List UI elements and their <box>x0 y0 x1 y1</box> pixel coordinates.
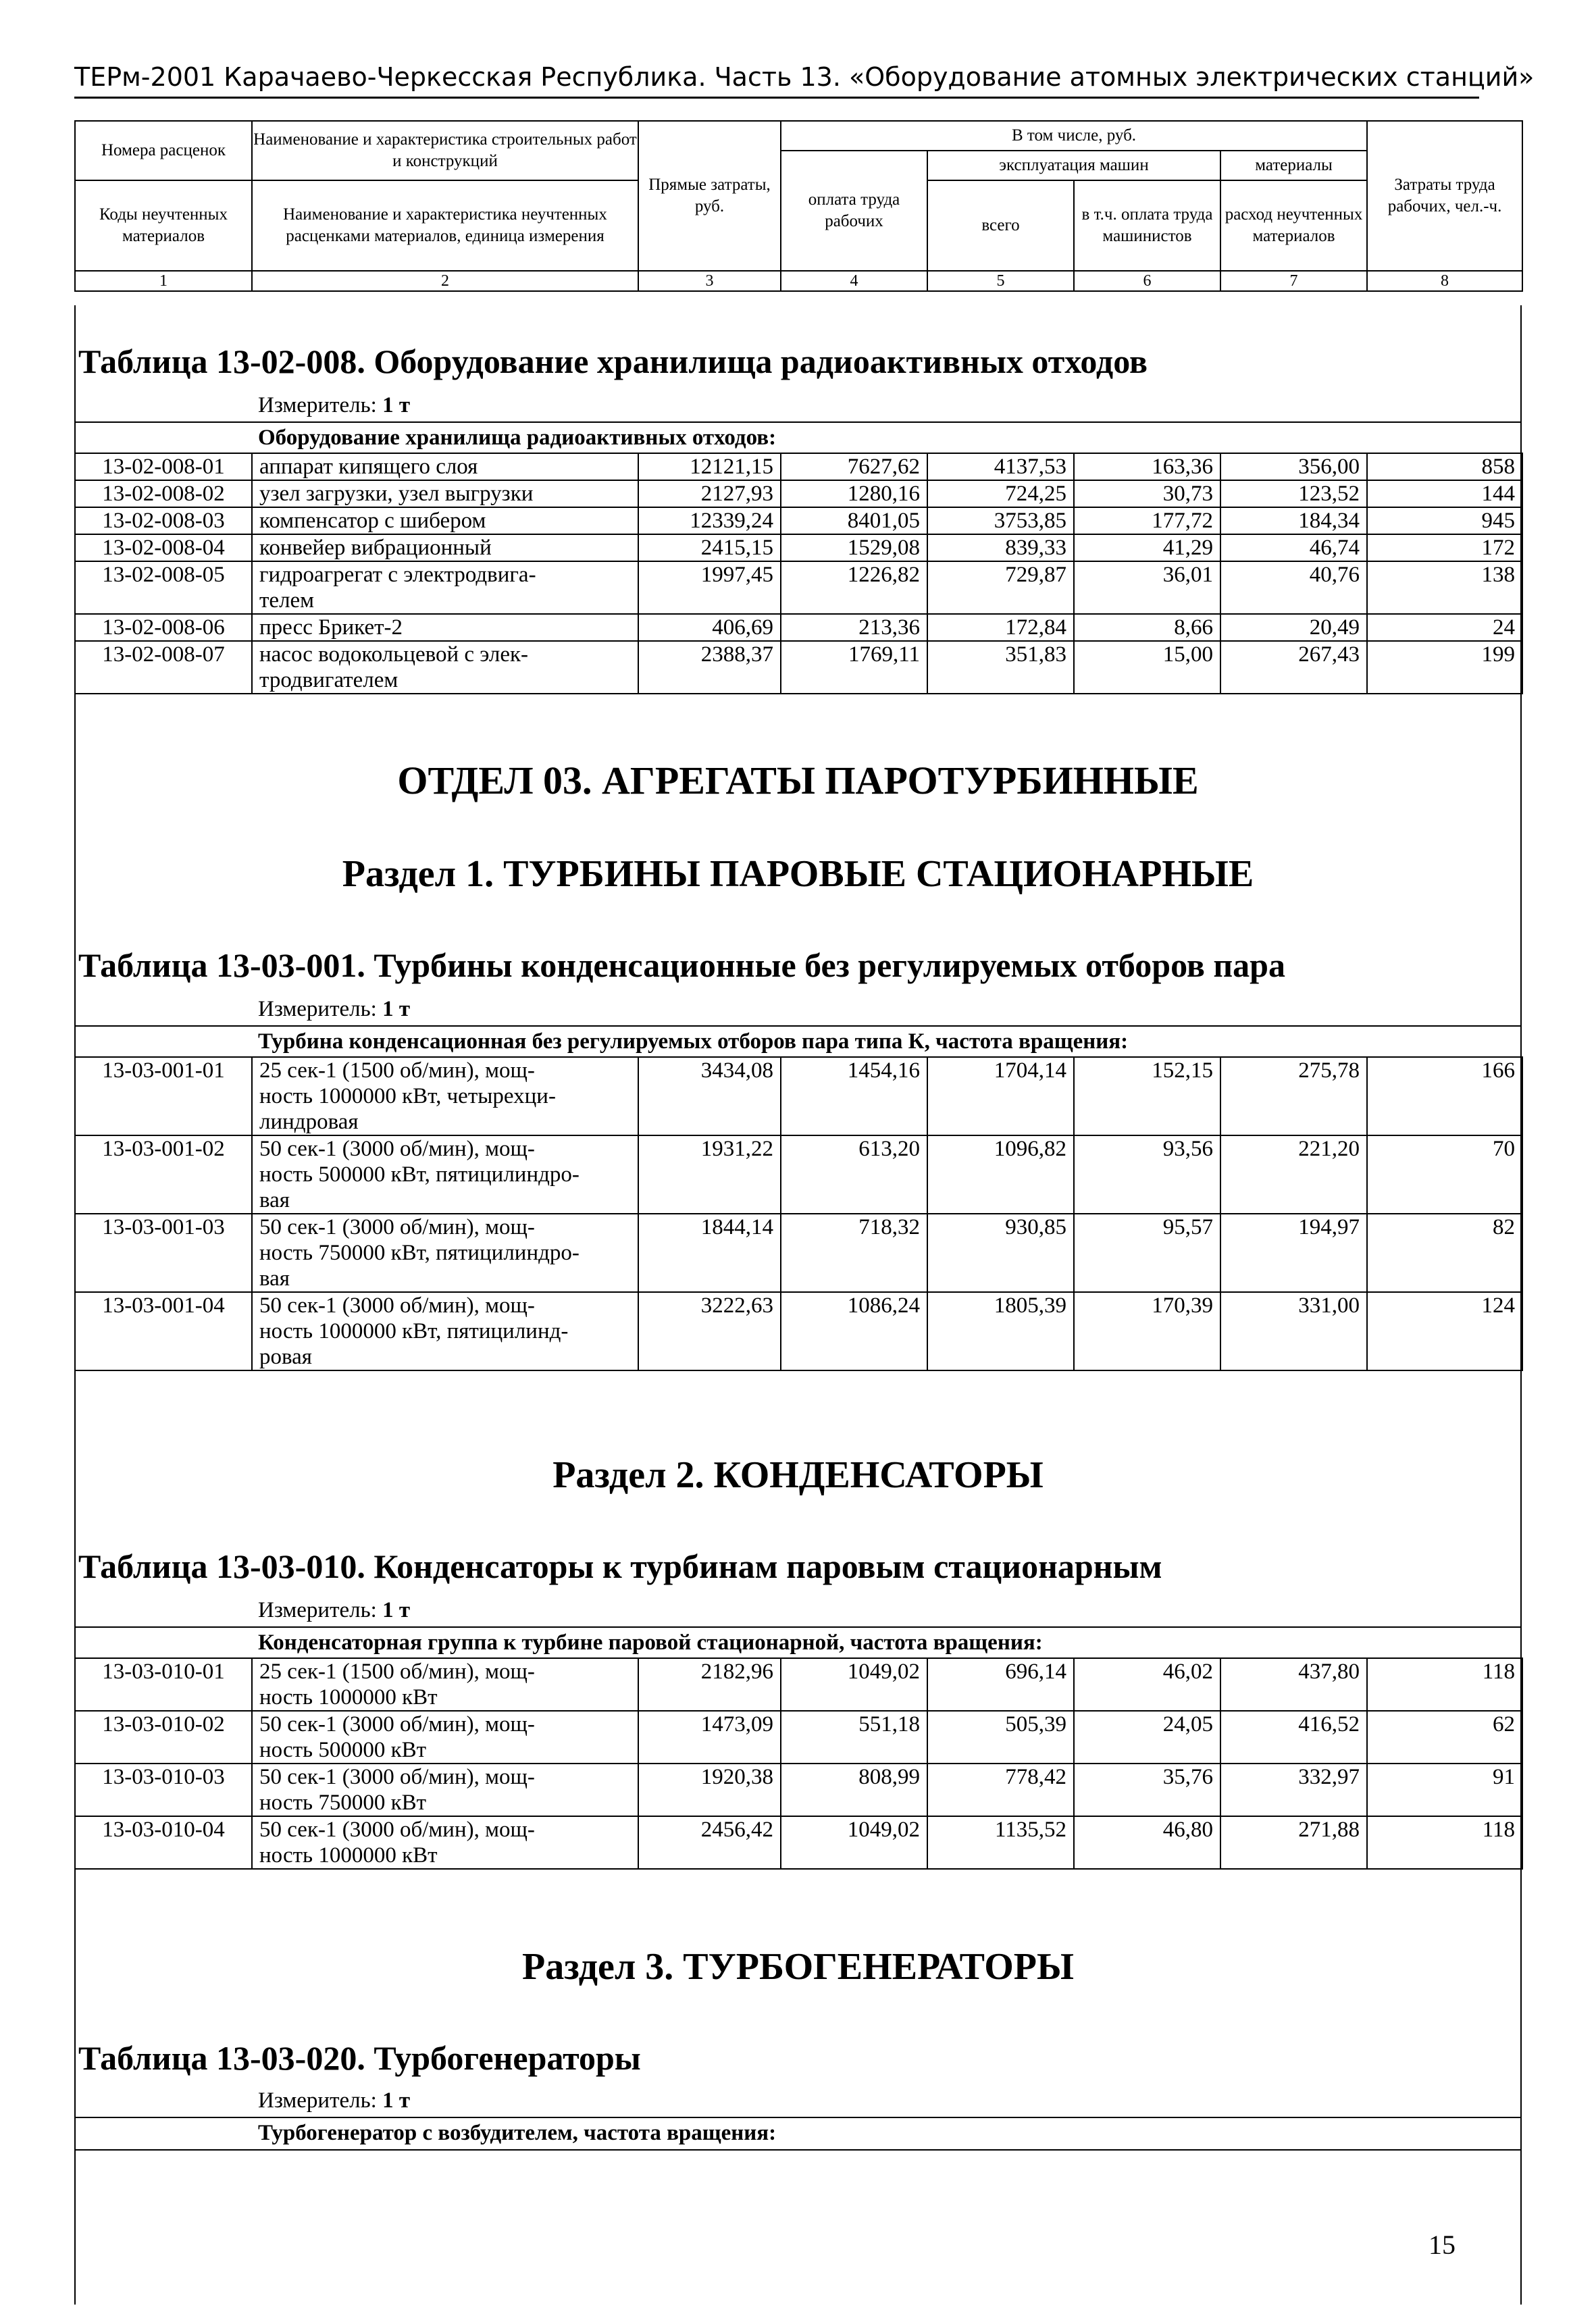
work-name: 50 сек-1 (3000 об/мин), мощ- ность 500000 кВт <box>252 1711 638 1764</box>
machines-total: 172,84 <box>927 614 1074 641</box>
work-name: 50 сек-1 (3000 об/мин), мощ- ность 500000 кВт, пятицилиндро- вая <box>252 1135 638 1214</box>
rates-table <box>74 1056 1523 1371</box>
materials-cost: 184,34 <box>1220 507 1367 534</box>
col-number: 2 <box>252 271 638 291</box>
machines-total: 930,85 <box>927 1214 1074 1292</box>
machinist-labor: 95,57 <box>1074 1214 1220 1292</box>
measurement-label: Измеритель: <box>258 997 377 1021</box>
labor-hours: 945 <box>1367 507 1522 534</box>
materials-cost: 40,76 <box>1220 561 1367 614</box>
group-heading: Конденсаторная группа к турбине паровой стационарной, частота вращения: <box>258 1630 1043 1655</box>
labor-hours: 199 <box>1367 641 1522 694</box>
direct-cost: 1844,14 <box>638 1214 781 1292</box>
direct-cost: 3434,08 <box>638 1057 781 1135</box>
direct-cost: 2388,37 <box>638 641 781 694</box>
table-row <box>75 561 1522 614</box>
labor-hours: 172 <box>1367 534 1522 561</box>
table-row <box>75 1214 1522 1292</box>
work-name: насос водокольцевой с элек- тродвигателем <box>252 641 638 694</box>
table-row <box>75 1711 1522 1764</box>
materials-cost: 267,43 <box>1220 641 1367 694</box>
table-row <box>75 480 1522 507</box>
labor-hours: 138 <box>1367 561 1522 614</box>
machines-total: 1704,14 <box>927 1057 1074 1135</box>
rate-code: 13-03-010-01 <box>75 1658 252 1711</box>
table-row <box>75 1057 1522 1135</box>
table-row <box>75 1292 1522 1370</box>
direct-cost: 2127,93 <box>638 480 781 507</box>
col2-bottom-header: Наименование и характеристика неучтенных расценками материалов, единица измерения <box>252 180 638 271</box>
col-number: 7 <box>1220 271 1367 291</box>
labor-cost: 1769,11 <box>781 641 927 694</box>
labor-hours: 91 <box>1367 1764 1522 1816</box>
measurement-unit <box>258 997 410 1022</box>
work-name: 50 сек-1 (3000 об/мин), мощ- ность 1000000 кВт <box>252 1816 638 1869</box>
measurement-value: 1 т <box>382 997 411 1021</box>
col4-header: оплата труда рабочих <box>781 151 927 271</box>
col-number: 5 <box>927 271 1074 291</box>
machines-total: 505,39 <box>927 1711 1074 1764</box>
machinist-labor: 152,15 <box>1074 1057 1220 1135</box>
materials-cost: 356,00 <box>1220 453 1367 480</box>
rate-code: 13-03-010-02 <box>75 1711 252 1764</box>
direct-cost: 1997,45 <box>638 561 781 614</box>
measurement-unit <box>258 393 410 418</box>
machines-total: 839,33 <box>927 534 1074 561</box>
work-name: конвейер вибрационный <box>252 534 638 561</box>
col6-header: в т.ч. оплата труда машинистов <box>1074 180 1220 271</box>
materials-cost: 416,52 <box>1220 1711 1367 1764</box>
rate-code: 13-02-008-05 <box>75 561 252 614</box>
labor-cost: 1086,24 <box>781 1292 927 1370</box>
rate-code: 13-02-008-07 <box>75 641 252 694</box>
col3-header: Прямые затраты, руб. <box>638 121 781 271</box>
materials-cost: 331,00 <box>1220 1292 1367 1370</box>
col7-header: расход неучтенных материалов <box>1220 180 1367 271</box>
table-row <box>75 641 1522 694</box>
measurement-label: Измеритель: <box>258 393 377 417</box>
measurement-value: 1 т <box>382 1598 411 1622</box>
labor-cost: 613,20 <box>781 1135 927 1214</box>
table-row <box>75 1816 1522 1869</box>
table-row <box>75 453 1522 480</box>
direct-cost: 12339,24 <box>638 507 781 534</box>
col-number: 8 <box>1367 271 1522 291</box>
table-title: Таблица 13-03-010. Конденсаторы к турбинам паровым стационарным <box>78 1547 1162 1585</box>
rate-code: 13-03-001-04 <box>75 1292 252 1370</box>
work-name: 25 сек-1 (1500 об/мин), мощ- ность 1000000 кВт, четырехци- линдровая <box>252 1057 638 1135</box>
machines-total: 4137,53 <box>927 453 1074 480</box>
col2-top-header: Наименование и характеристика строительных работ и конструкций <box>252 121 638 180</box>
materials-cost: 20,49 <box>1220 614 1367 641</box>
table-title: Таблица 13-02-008. Оборудование хранилища радиоактивных отходов <box>78 342 1148 380</box>
machines-total: 724,25 <box>927 480 1074 507</box>
rate-code: 13-03-001-03 <box>75 1214 252 1292</box>
page-header: ТЕРм-2001 Карачаево-Черкесская Республика. Часть 13. «Оборудование атомных электрических станций» <box>74 62 1535 92</box>
labor-hours: 62 <box>1367 1711 1522 1764</box>
machinist-labor: 24,05 <box>1074 1711 1220 1764</box>
table-title: Таблица 13-03-020. Турбогенераторы <box>78 2039 641 2077</box>
group-heading: Турбогенератор с возбудителем, частота вращения: <box>258 2121 777 2145</box>
measurement-unit <box>258 1598 410 1623</box>
labor-hours: 144 <box>1367 480 1522 507</box>
labor-cost: 8401,05 <box>781 507 927 534</box>
machinist-labor: 30,73 <box>1074 480 1220 507</box>
labor-cost: 808,99 <box>781 1764 927 1816</box>
work-name: компенсатор с шибером <box>252 507 638 534</box>
labor-cost: 213,36 <box>781 614 927 641</box>
table-row <box>75 507 1522 534</box>
machinist-labor: 46,80 <box>1074 1816 1220 1869</box>
labor-cost: 718,32 <box>781 1214 927 1292</box>
direct-cost: 3222,63 <box>638 1292 781 1370</box>
direct-cost: 2182,96 <box>638 1658 781 1711</box>
col1-top-header: Номера расценок <box>75 121 252 180</box>
labor-cost: 1049,02 <box>781 1658 927 1711</box>
divider <box>74 1025 1522 1027</box>
group-heading: Оборудование хранилища радиоактивных отходов: <box>258 426 777 450</box>
col8-header: Затраты труда рабочих, чел.-ч. <box>1367 121 1522 271</box>
labor-cost: 1454,16 <box>781 1057 927 1135</box>
rate-code: 13-03-001-01 <box>75 1057 252 1135</box>
direct-cost: 2456,42 <box>638 1816 781 1869</box>
measurement-value: 1 т <box>382 2088 411 2113</box>
materials-cost: 437,80 <box>1220 1658 1367 1711</box>
work-name: 25 сек-1 (1500 об/мин), мощ- ность 1000000 кВт <box>252 1658 638 1711</box>
incl-header: В том числе, руб. <box>781 121 1367 151</box>
section-heading: Раздел 2. КОНДЕНСАТОРЫ <box>552 1454 1044 1496</box>
labor-hours: 124 <box>1367 1292 1522 1370</box>
machinist-labor: 8,66 <box>1074 614 1220 641</box>
materials-cost: 194,97 <box>1220 1214 1367 1292</box>
direct-cost: 2415,15 <box>638 534 781 561</box>
table-row <box>75 614 1522 641</box>
machines-total: 729,87 <box>927 561 1074 614</box>
materials-cost: 123,52 <box>1220 480 1367 507</box>
column-header-table <box>74 120 1523 292</box>
department-heading: ОТДЕЛ 03. АГРЕГАТЫ ПАРОТУРБИННЫЕ <box>397 759 1199 802</box>
machinist-labor: 15,00 <box>1074 641 1220 694</box>
table-title: Таблица 13-03-001. Турбины конденсационные без регулируемых отборов пара <box>78 946 1285 984</box>
rate-code: 13-02-008-04 <box>75 534 252 561</box>
direct-cost: 406,69 <box>638 614 781 641</box>
labor-hours: 24 <box>1367 614 1522 641</box>
labor-cost: 1529,08 <box>781 534 927 561</box>
labor-hours: 82 <box>1367 1214 1522 1292</box>
table-row <box>75 1658 1522 1711</box>
table-row <box>75 1764 1522 1816</box>
machines-total: 1135,52 <box>927 1816 1074 1869</box>
measurement-label: Измеритель: <box>258 2088 377 2113</box>
rates-table <box>74 1657 1523 1870</box>
section-heading: Раздел 3. ТУРБОГЕНЕРАТОРЫ <box>522 1946 1074 1988</box>
page-bottom-rule <box>74 2149 1522 2151</box>
machines-total: 1096,82 <box>927 1135 1074 1214</box>
section-heading: Раздел 1. ТУРБИНЫ ПАРОВЫЕ СТАЦИОНАРНЫЕ <box>342 853 1254 895</box>
labor-cost: 1226,82 <box>781 561 927 614</box>
work-name: 50 сек-1 (3000 об/мин), мощ- ность 750000 кВт, пятицилиндро- вая <box>252 1214 638 1292</box>
direct-cost: 1931,22 <box>638 1135 781 1214</box>
work-name: пресс Брикет-2 <box>252 614 638 641</box>
rate-code: 13-03-010-04 <box>75 1816 252 1869</box>
work-name: аппарат кипящего слоя <box>252 453 638 480</box>
table-row <box>75 1135 1522 1214</box>
machines-total: 696,14 <box>927 1658 1074 1711</box>
measurement-unit <box>258 2088 410 2113</box>
materials-cost: 221,20 <box>1220 1135 1367 1214</box>
rate-code: 13-02-008-06 <box>75 614 252 641</box>
col-number: 3 <box>638 271 781 291</box>
machines-total: 3753,85 <box>927 507 1074 534</box>
page-number: 15 <box>1428 2230 1456 2260</box>
col-number: 1 <box>75 271 252 291</box>
divider <box>74 1626 1522 1628</box>
machinist-labor: 36,01 <box>1074 561 1220 614</box>
rate-code: 13-02-008-02 <box>75 480 252 507</box>
materials-cost: 271,88 <box>1220 1816 1367 1869</box>
labor-hours: 70 <box>1367 1135 1522 1214</box>
machinist-labor: 170,39 <box>1074 1292 1220 1370</box>
rate-code: 13-03-010-03 <box>75 1764 252 1816</box>
labor-hours: 858 <box>1367 453 1522 480</box>
work-name: 50 сек-1 (3000 об/мин), мощ- ность 750000 кВт <box>252 1764 638 1816</box>
measurement-label: Измеритель: <box>258 1598 377 1622</box>
col-number: 4 <box>781 271 927 291</box>
measurement-value: 1 т <box>382 393 411 417</box>
col5-header: всего <box>927 180 1074 271</box>
materials-cost: 46,74 <box>1220 534 1367 561</box>
machines-total: 351,83 <box>927 641 1074 694</box>
materials-cost: 332,97 <box>1220 1764 1367 1816</box>
labor-hours: 118 <box>1367 1658 1522 1711</box>
direct-cost: 1473,09 <box>638 1711 781 1764</box>
rate-code: 13-02-008-01 <box>75 453 252 480</box>
table-row <box>75 534 1522 561</box>
machinist-labor: 93,56 <box>1074 1135 1220 1214</box>
machinist-labor: 177,72 <box>1074 507 1220 534</box>
labor-cost: 7627,62 <box>781 453 927 480</box>
direct-cost: 1920,38 <box>638 1764 781 1816</box>
direct-cost: 12121,15 <box>638 453 781 480</box>
labor-hours: 118 <box>1367 1816 1522 1869</box>
machinist-labor: 46,02 <box>1074 1658 1220 1711</box>
divider <box>74 2117 1522 2118</box>
work-name: 50 сек-1 (3000 об/мин), мощ- ность 1000000 кВт, пятицилинд- ровая <box>252 1292 638 1370</box>
machinist-labor: 41,29 <box>1074 534 1220 561</box>
labor-cost: 1280,16 <box>781 480 927 507</box>
work-name: узел загрузки, узел выгрузки <box>252 480 638 507</box>
labor-hours: 166 <box>1367 1057 1522 1135</box>
labor-cost: 551,18 <box>781 1711 927 1764</box>
divider <box>74 421 1522 423</box>
rates-table <box>74 453 1523 694</box>
machinist-labor: 35,76 <box>1074 1764 1220 1816</box>
materials-header: материалы <box>1220 151 1367 180</box>
machines-total: 778,42 <box>927 1764 1074 1816</box>
col-number: 6 <box>1074 271 1220 291</box>
group-heading: Турбина конденсационная без регулируемых отборов пара типа К, частота вращения: <box>258 1029 1129 1054</box>
header-rule <box>74 97 1479 99</box>
labor-cost: 1049,02 <box>781 1816 927 1869</box>
rate-code: 13-03-001-02 <box>75 1135 252 1214</box>
machinist-labor: 163,36 <box>1074 453 1220 480</box>
col1-bottom-header: Коды неучтенных материалов <box>75 180 252 271</box>
work-name: гидроагрегат с электродвига- телем <box>252 561 638 614</box>
materials-cost: 275,78 <box>1220 1057 1367 1135</box>
rate-code: 13-02-008-03 <box>75 507 252 534</box>
machines-total: 1805,39 <box>927 1292 1074 1370</box>
machines-header: эксплуатация машин <box>927 151 1220 180</box>
